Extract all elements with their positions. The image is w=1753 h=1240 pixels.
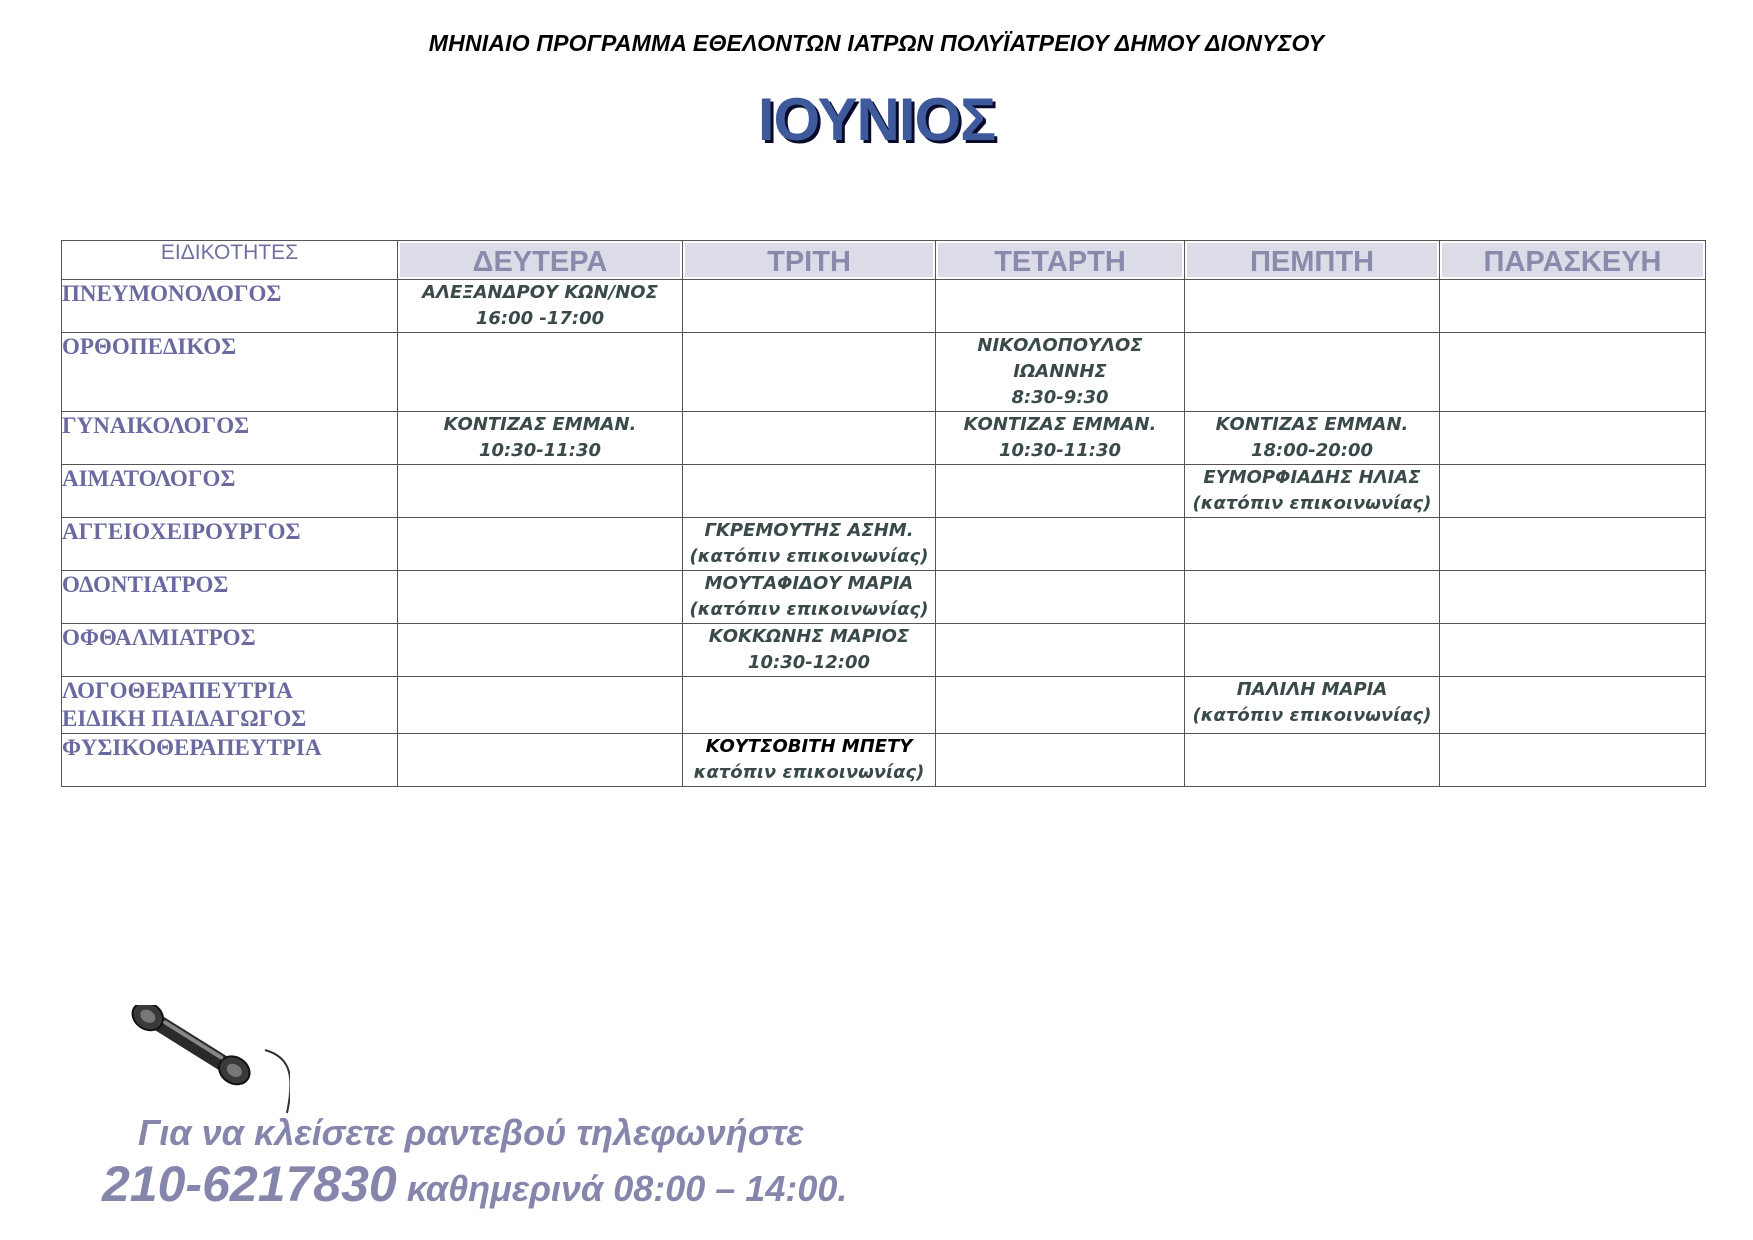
day-header-thursday bbox=[1185, 241, 1440, 280]
doctor-name: ΕΥΜΟΡΦΙΑΔΗΣ ΗΛΙΑΣ bbox=[1203, 467, 1421, 488]
appointment-time: (κατόπιν επικοινωνίας) bbox=[689, 599, 929, 620]
appointment-time: (κατόπιν επικοινωνίας) bbox=[1192, 493, 1432, 514]
schedule-cell bbox=[1185, 734, 1440, 787]
specialty-label: ΦΥΣΙΚΟΘΕΡΑΠΕΥΤΡΙΑ bbox=[62, 735, 322, 760]
schedule-cell bbox=[936, 677, 1185, 734]
doctor-name: ΓΚΡΕΜΟΥΤΗΣ ΑΣΗΜ. bbox=[704, 520, 914, 541]
schedule-cell bbox=[398, 465, 683, 518]
document-title: ΜΗΝΙΑΙΟ ΠΡΟΓΡΑΜΜΑ ΕΘΕΛΟΝΤΩΝ ΙΑΤΡΩΝ ΠΟΛΥΪΑΤΡΕΙΟΥ ΔΗΜΟΥ ΔΙΟΝΥΣΟΥ bbox=[428, 30, 1325, 56]
schedule-cell bbox=[398, 677, 683, 734]
specialty-cell bbox=[62, 280, 398, 333]
table-row bbox=[62, 280, 1706, 333]
schedule-cell bbox=[1440, 518, 1706, 571]
specialty-label: ΟΦΘΑΛΜΙΑΤΡΟΣ bbox=[62, 625, 256, 650]
appointment-time: (κατόπιν επικοινωνίας) bbox=[1192, 705, 1432, 726]
appointment-time: 16:00 -17:00 bbox=[475, 308, 605, 329]
doctor-name: ΚΟΝΤΙΖΑΣ ΕΜΜΑΝ. bbox=[963, 414, 1157, 435]
schedule-cell bbox=[936, 412, 1185, 465]
specialty-cell bbox=[62, 518, 398, 571]
doctor-name: ΝΙΚΟΛΟΠΟΥΛΟΣ bbox=[977, 335, 1143, 356]
day-label: ΠΕΜΠΤΗ bbox=[1187, 243, 1437, 277]
schedule-cell bbox=[936, 465, 1185, 518]
table-row bbox=[62, 333, 1706, 412]
doctor-name: ΚΟΝΤΙΖΑΣ ΕΜΜΑΝ. bbox=[1215, 414, 1409, 435]
day-header-monday bbox=[398, 241, 683, 280]
day-label: ΤΡΙΤΗ bbox=[685, 243, 933, 277]
appointment-time: 10:30-12:00 bbox=[747, 652, 871, 673]
table-row bbox=[62, 465, 1706, 518]
schedule-cell bbox=[398, 734, 683, 787]
doctor-name: ΚΟΚΚΩΝΗΣ ΜΑΡΙΟΣ bbox=[708, 626, 910, 647]
appointment-time: ΙΩΑΝΝΗΣ bbox=[1013, 361, 1107, 382]
schedule-cell bbox=[398, 412, 683, 465]
schedule-cell bbox=[398, 280, 683, 333]
schedule-cell bbox=[1440, 465, 1706, 518]
appointment-time: 18:00-20:00 bbox=[1250, 440, 1374, 461]
schedule-cell bbox=[683, 624, 936, 677]
table-row bbox=[62, 624, 1706, 677]
table-row bbox=[62, 518, 1706, 571]
schedule-cell bbox=[1185, 412, 1440, 465]
specialty-label: ΟΡΘΟΠΕΔΙΚΟΣ bbox=[62, 334, 237, 359]
table-row bbox=[62, 734, 1706, 787]
doctor-name: ΜΟΥΤΑΦΙΔΟΥ ΜΑΡΙΑ bbox=[704, 573, 914, 594]
specialty-cell bbox=[62, 624, 398, 677]
specialty-cell bbox=[62, 734, 398, 787]
schedule-cell bbox=[683, 412, 936, 465]
schedule-cell bbox=[936, 280, 1185, 333]
schedule-cell bbox=[1440, 412, 1706, 465]
month-title: ΙΟΥΝΙΟΣ bbox=[757, 86, 996, 153]
specialty-label: ΛΟΓΟΘΕΡΑΠΕΥΤΡΙΑ bbox=[62, 678, 293, 703]
specialty-cell bbox=[62, 412, 398, 465]
doctor-name: ΠΑΛΙΛΗ ΜΑΡΙΑ bbox=[1236, 679, 1388, 700]
schedule-cell bbox=[683, 333, 936, 412]
appointment-instructions: Για να κλείσετε ραντεβού τηλεφωνήστε bbox=[138, 1112, 804, 1153]
doctor-name: ΑΛΕΞΑΝΔΡΟΥ ΚΩΝ/ΝΟΣ bbox=[422, 282, 658, 303]
specialty-label: ΠΝΕΥΜΟΝΟΛΟΓΟΣ bbox=[62, 281, 282, 306]
schedule-cell bbox=[1185, 465, 1440, 518]
appointment-time: 10:30-11:30 bbox=[998, 440, 1122, 461]
schedule-cell bbox=[683, 571, 936, 624]
schedule-cell bbox=[1185, 280, 1440, 333]
specialty-cell bbox=[62, 333, 398, 412]
schedule-cell bbox=[1440, 677, 1706, 734]
schedule-cell bbox=[1185, 624, 1440, 677]
table-row bbox=[62, 412, 1706, 465]
table-header-row bbox=[62, 241, 1706, 280]
schedule-cell bbox=[683, 280, 936, 333]
table-row bbox=[62, 677, 1706, 734]
schedule-cell bbox=[1440, 624, 1706, 677]
specialties-header: ΕΙΔΙΚΟΤΗΤΕΣ bbox=[62, 241, 398, 280]
schedule-cell bbox=[936, 734, 1185, 787]
schedule-cell bbox=[398, 624, 683, 677]
schedule-cell bbox=[683, 677, 936, 734]
specialty-cell bbox=[62, 571, 398, 624]
phone-number: 210-6217830 bbox=[102, 1156, 397, 1212]
schedule-cell bbox=[1185, 333, 1440, 412]
doctor-name: ΚΟΥΤΣΟΒΙΤΗ ΜΠΕΤΥ bbox=[705, 736, 913, 757]
schedule-cell bbox=[1440, 280, 1706, 333]
schedule-cell bbox=[1440, 734, 1706, 787]
appointment-time: 10:30-11:30 bbox=[478, 440, 602, 461]
day-label: ΠΑΡΑΣΚΕΥΗ bbox=[1442, 243, 1703, 277]
day-label: ΔΕΥΤΕΡΑ bbox=[400, 243, 680, 277]
office-hours: καθημερινά 08:00 – 14:00. bbox=[396, 1168, 848, 1209]
schedule-cell bbox=[1185, 518, 1440, 571]
schedule-cell bbox=[936, 624, 1185, 677]
day-label: ΤΕΤΑΡΤΗ bbox=[938, 243, 1182, 277]
specialty-label: ΓΥΝΑΙΚΟΛΟΓΟΣ bbox=[62, 413, 250, 438]
schedule-cell bbox=[936, 571, 1185, 624]
schedule-cell bbox=[398, 333, 683, 412]
specialty-label: ΑΙΜΑΤΟΛΟΓΟΣ bbox=[62, 466, 236, 491]
telephone-handset-icon bbox=[115, 1005, 290, 1115]
specialty-cell bbox=[62, 677, 398, 734]
specialty-label: ΕΙΔΙΚΗ ΠΑΙΔΑΓΩΓΟΣ bbox=[62, 706, 307, 731]
table-row bbox=[62, 571, 1706, 624]
day-header-wednesday bbox=[936, 241, 1185, 280]
schedule-cell bbox=[398, 518, 683, 571]
appointment-time: 8:30-9:30 bbox=[1011, 387, 1109, 408]
schedule-cell bbox=[1440, 571, 1706, 624]
schedule-cell bbox=[683, 518, 936, 571]
schedule-cell bbox=[936, 333, 1185, 412]
specialty-label: ΟΔΟΝΤΙΑΤΡΟΣ bbox=[62, 572, 229, 597]
schedule-cell bbox=[1185, 571, 1440, 624]
schedule-cell bbox=[683, 465, 936, 518]
day-header-tuesday bbox=[683, 241, 936, 280]
schedule-table bbox=[61, 240, 1706, 787]
schedule-cell bbox=[1185, 677, 1440, 734]
schedule-cell bbox=[936, 518, 1185, 571]
schedule-cell bbox=[1440, 333, 1706, 412]
doctor-name: ΚΟΝΤΙΖΑΣ ΕΜΜΑΝ. bbox=[443, 414, 637, 435]
appointment-time: κατόπιν επικοινωνίας) bbox=[693, 762, 925, 783]
specialty-label: ΑΓΓΕΙΟΧΕΙΡΟΥΡΓΟΣ bbox=[62, 519, 301, 544]
specialty-cell bbox=[62, 465, 398, 518]
appointment-contact-line bbox=[102, 1155, 847, 1213]
appointment-time: (κατόπιν επικοινωνίας) bbox=[689, 546, 929, 567]
schedule-cell bbox=[683, 734, 936, 787]
day-header-friday bbox=[1440, 241, 1706, 280]
schedule-cell bbox=[398, 571, 683, 624]
